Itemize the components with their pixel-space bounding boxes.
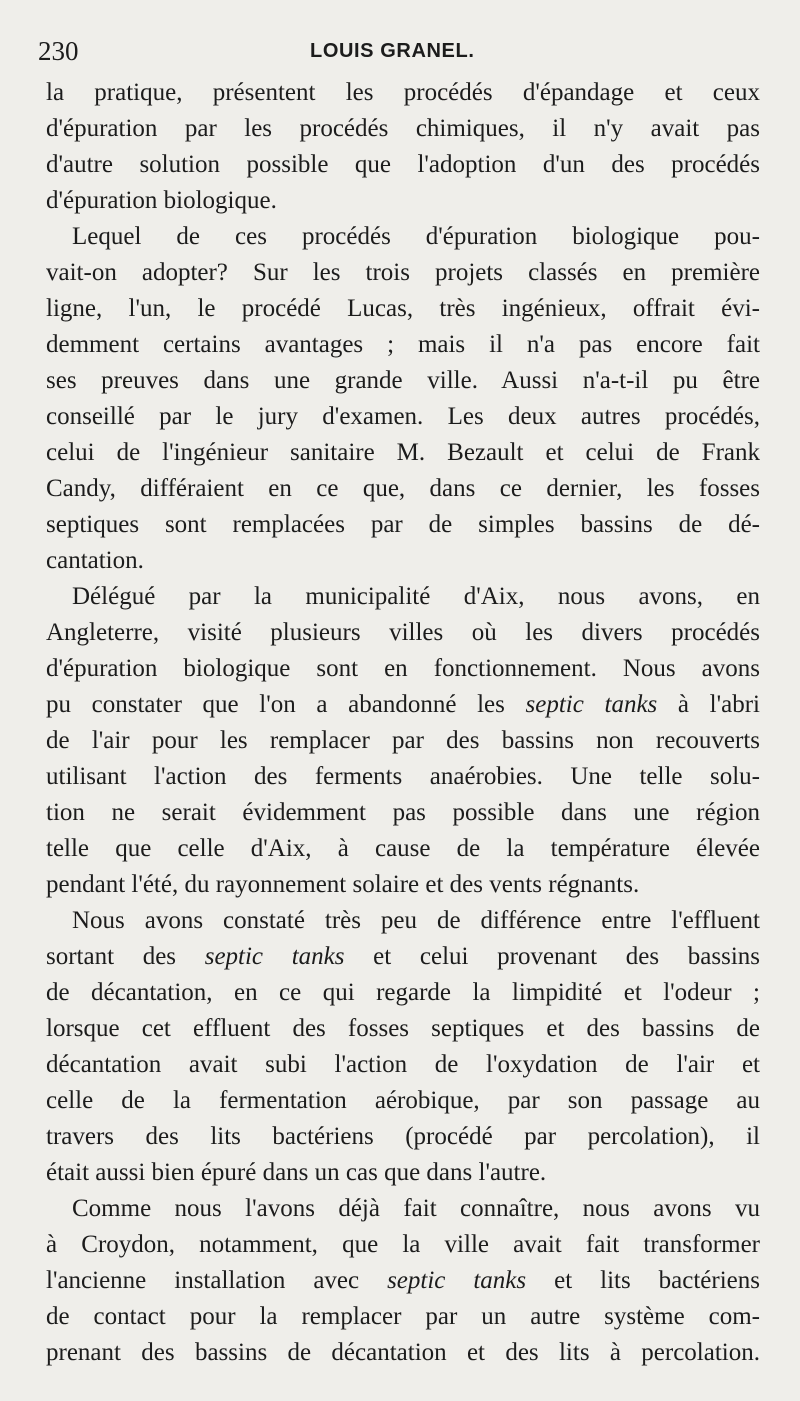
text-line: ses preuves dans une grande ville. Aussi n'a-t-il pu être <box>46 367 760 394</box>
text-line: Angleterre, visité plusieurs villes où les divers procédés <box>46 619 760 646</box>
text-run: sortant des <box>46 943 205 970</box>
italic-phrase: septic tanks <box>525 691 658 718</box>
page-header <box>38 33 760 69</box>
text-line: de décantation, en ce qui regarde la limpidité et l'odeur ; <box>46 979 760 1006</box>
italic-phrase: septic tanks <box>204 943 345 970</box>
text-line: Délégué par la municipalité d'Aix, nous avons, en <box>72 583 760 610</box>
text-line: ligne, l'un, le procédé Lucas, très ingénieux, offrait évi- <box>46 295 760 322</box>
text-line: telle que celle d'Aix, à cause de la température élevée <box>46 835 760 862</box>
text-line: Candy, différaient en ce que, dans ce dernier, les fosses <box>46 475 760 502</box>
text-line <box>46 687 760 723</box>
body-text <box>46 75 760 1371</box>
text-line: d'épuration par les procédés chimiques, il n'y avait pas <box>46 115 760 142</box>
text-line: prenant des bassins de décantation et des lits à percolation. <box>46 1339 760 1366</box>
running-head: LOUIS GRANEL. <box>310 40 475 62</box>
text-line: septiques sont remplacées par de simples bassins de dé- <box>46 511 760 538</box>
text-line: pendant l'été, du rayonnement solaire et des vents régnants. <box>46 871 640 898</box>
text-line: Nous avons constaté très peu de différence entre l'effluent <box>72 907 760 934</box>
text-line: lorsque cet effluent des fosses septiques et des bassins de <box>46 1015 760 1042</box>
text-line: demment certains avantages ; mais il n'a pas encore fait <box>46 331 760 358</box>
text-run: à l'abri <box>657 691 761 718</box>
text-line: d'épuration biologique sont en fonctionnement. Nous avons <box>46 655 760 682</box>
text-line <box>46 939 760 975</box>
text-line: tion ne serait évidemment pas possible dans une région <box>46 799 760 826</box>
text-run: et lits bactériens <box>526 1267 760 1294</box>
text-run: pu constater que l'on a abandonné les <box>46 691 526 718</box>
italic-phrase: septic tanks <box>387 1267 527 1294</box>
text-line: d'autre solution possible que l'adoption d'un des procédés <box>46 151 760 178</box>
text-run: l'ancienne installation avec <box>46 1267 388 1294</box>
text-line: travers des lits bactériens (procédé par percolation), il <box>46 1123 760 1150</box>
text-line: la pratique, présentent les procédés d'épandage et ceux <box>46 79 760 106</box>
text-line: à Croydon, notamment, que la ville avait fait transformer <box>46 1231 760 1258</box>
text-line: celle de la fermentation aérobique, par son passage au <box>46 1087 760 1114</box>
text-line: décantation avait subi l'action de l'oxydation de l'air et <box>46 1051 760 1078</box>
text-line: de l'air pour les remplacer par des bassins non recouverts <box>46 727 760 754</box>
text-line: Lequel de ces procédés d'épuration biologique pou- <box>72 223 760 250</box>
text-line: était aussi bien épuré dans un cas que dans l'autre. <box>46 1159 547 1186</box>
text-line: Comme nous l'avons déjà fait connaître, nous avons vu <box>72 1195 760 1222</box>
text-line <box>46 1263 760 1299</box>
text-line: utilisant l'action des ferments anaérobies. Une telle solu- <box>46 763 760 790</box>
text-line: d'épuration biologique. <box>46 187 277 214</box>
text-line: vait-on adopter? Sur les trois projets classés en première <box>46 259 760 286</box>
text-line: conseillé par le jury d'examen. Les deux autres procédés, <box>46 403 760 430</box>
text-run: et celui provenant des bassins <box>344 943 760 970</box>
text-line: cantation. <box>46 547 144 574</box>
text-line: celui de l'ingénieur sanitaire M. Bezault et celui de Frank <box>46 439 760 466</box>
text-line: de contact pour la remplacer par un autre système com- <box>46 1303 760 1330</box>
page-number: 230 <box>38 36 79 66</box>
